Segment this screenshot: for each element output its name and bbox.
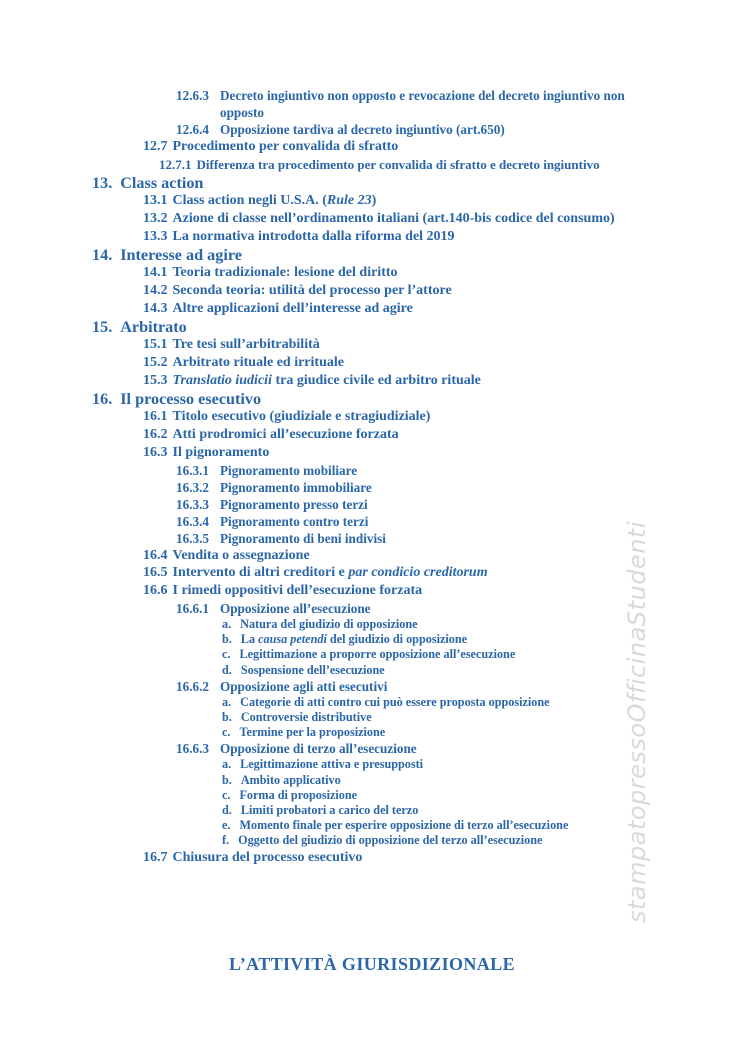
toc-entry-text-segment: Il processo esecutivo (120, 389, 262, 408)
toc-entry-text (173, 228, 663, 246)
toc-entry-number: a. (222, 694, 232, 709)
toc-entry-text (239, 647, 662, 662)
toc-entry-number: 16.6.1 (176, 600, 209, 616)
toc-entry-number: 12.6.4 (176, 122, 209, 137)
toc-entry (0, 725, 662, 740)
toc-entry-text-segment: Il pignoramento (172, 444, 270, 460)
toc-entry-text (197, 156, 663, 174)
toc-entry (0, 87, 662, 121)
toc-entry-text (239, 788, 662, 803)
toc-entry-text-segment: Limiti probatori a carico del terzo (240, 802, 419, 817)
toc-entry-text-segment: Oggetto del giudizio di opposizione del terzo all’esecuzione (238, 833, 543, 848)
toc-entry (0, 773, 662, 788)
toc-entry-text-segment: Intervento di altri creditori e (172, 565, 349, 581)
toc-entry-number: 16.6.2 (176, 678, 209, 694)
toc-entry-text-segment: Controversie distributive (240, 709, 372, 724)
toc-entry-text (173, 408, 663, 426)
toc-entry-text (220, 479, 662, 496)
toc-entry (0, 496, 662, 513)
toc-entry-text-segment: Arbitrato (120, 317, 187, 336)
toc-entry-number: a. (222, 616, 232, 631)
toc-entry-text (220, 87, 662, 121)
toc-entry-text (173, 564, 663, 582)
toc-entry-number: c. (222, 647, 231, 662)
toc-entry-number: 13.3 (143, 228, 168, 244)
toc-entry (0, 408, 662, 426)
toc-entry-text-segment: Tre tesi sull’arbitrabilità (172, 337, 320, 353)
toc-entry-text-segment: del giudizio di opposizione (326, 632, 468, 647)
toc-entry-number: 13.1 (143, 193, 168, 209)
toc-entry (0, 663, 662, 678)
toc-entry-number: 16.3.4 (176, 513, 209, 529)
toc-entry (0, 462, 662, 479)
toc-entry-number: 14.2 (143, 282, 168, 298)
toc-entry (0, 372, 662, 390)
toc-entry-text (173, 264, 663, 282)
toc-entry-number: 16.3.3 (176, 496, 209, 512)
toc-entry-text-segment: tra giudice civile ed arbitro rituale (271, 372, 481, 388)
toc-entry (0, 246, 662, 265)
toc-entry (0, 264, 662, 282)
toc-entry-number: 12.7.1 (159, 156, 192, 172)
toc-entry (0, 600, 662, 617)
toc-entry (0, 228, 662, 246)
toc-entry (0, 479, 662, 496)
toc-entry-text-segment: Atti prodromici all’esecuzione forzata (172, 426, 399, 442)
toc-entry-number: 14.1 (143, 265, 168, 281)
toc-entry-text (173, 849, 663, 867)
toc-entry (0, 156, 662, 174)
toc-entry-number: 12.6.3 (176, 88, 209, 103)
toc-entry (0, 695, 662, 710)
toc-entry-text (241, 803, 662, 818)
toc-entry-text (173, 354, 663, 372)
toc-entry-text-segment: Pignoramento contro terzi (219, 513, 369, 529)
toc-entry-text-segment: Legittimazione attiva e presupposti (240, 757, 424, 772)
toc-entry (0, 757, 662, 772)
toc-entry-text-segment: La (240, 632, 259, 647)
toc-entry-text (220, 530, 662, 547)
toc-entry-text-segment: Seconda teoria: utilità del processo per l’attore (172, 282, 452, 298)
toc-entry-text-segment: Class action negli U.S.A. ( (172, 193, 327, 209)
toc-entry (0, 210, 662, 228)
toc-entry-text-segment: Altre applicazioni dell’interesse ad agire (172, 300, 413, 316)
toc-entry (0, 174, 662, 193)
toc-entry (0, 564, 662, 582)
toc-entry-text-segment: Titolo esecutivo (giudiziale e stragiudiziale) (172, 409, 431, 425)
toc-entry-text (120, 246, 662, 265)
toc-entry-text (173, 138, 663, 156)
toc-entry-text-segment: Procedimento per convalida di sfratto (172, 139, 399, 154)
toc-entry (0, 300, 662, 318)
toc-entry-text-segment: Opposizione agli atti esecutivi (219, 678, 388, 694)
toc-entry-number: 16.3.5 (176, 530, 209, 546)
toc-entry-text-segment: Azione di classe nell’ordinamento italiani (art.140-bis codice del consumo) (172, 210, 615, 226)
toc-entry-text-segment: Differenza tra procedimento per convalida di sfratto e decreto ingiuntivo (196, 156, 600, 172)
toc-entry-text (239, 725, 662, 740)
toc-entry-text (120, 318, 662, 337)
toc-entry-number: 16.3.1 (176, 462, 209, 478)
toc-list (0, 87, 662, 866)
toc-entry-number: 15.2 (143, 354, 168, 370)
toc-entry (0, 678, 662, 695)
toc-entry-number: c. (222, 725, 231, 740)
toc-entry-number: 16.3 (143, 444, 168, 460)
toc-entry-text-segment: Momento finale per esperire opposizione di terzo all’esecuzione (239, 818, 569, 833)
toc-entry-text-segment: Pignoramento immobiliare (219, 479, 372, 495)
toc-entry-text-italic: Translatio iudicii (172, 372, 272, 388)
toc-entry-text-segment: Ambito applicativo (240, 772, 341, 787)
watermark-text: stampatopressoOfficinaStudenti (623, 521, 651, 923)
toc-entry (0, 530, 662, 547)
toc-entry-number: e. (222, 818, 231, 833)
toc-entry-text (241, 632, 662, 647)
toc-entry (0, 849, 662, 867)
toc-entry-text-segment: Opposizione tardiva al decreto ingiuntivo (art.650) (219, 122, 505, 137)
toc-entry-text-segment: Chiusura del processo esecutivo (172, 849, 363, 865)
toc-entry-text (173, 444, 663, 462)
toc-entry-number: 13. (92, 173, 113, 192)
toc-entry (0, 121, 662, 138)
toc-entry-text (173, 372, 663, 390)
toc-entry-text-segment: Sospensione dell’esecuzione (240, 662, 385, 677)
toc-entry-text (173, 547, 663, 565)
toc-entry-number: 16.6 (143, 583, 168, 599)
toc-entry-number: 16. (92, 389, 113, 408)
toc-entry (0, 390, 662, 409)
toc-entry-text (220, 678, 662, 695)
toc-entry-number: 16.7 (143, 849, 168, 865)
toc-entry (0, 788, 662, 803)
toc-entry-text (220, 513, 662, 530)
toc-entry-number: b. (222, 709, 232, 724)
toc-entry-text-italic: Rule 23 (326, 193, 372, 209)
toc-entry-text (220, 496, 662, 513)
toc-entry (0, 138, 662, 156)
toc-entry-text (120, 174, 662, 193)
toc-entry-text (173, 282, 663, 300)
toc-entry (0, 318, 662, 337)
toc-entry-text (241, 663, 662, 678)
toc-entry-text-segment: La normativa introdotta dalla riforma del 2019 (172, 228, 455, 244)
toc-entry (0, 513, 662, 530)
toc-entry-number: 12.7 (143, 139, 168, 154)
toc-entry-number: 16.3.2 (176, 479, 209, 495)
toc-entry-text (220, 462, 662, 479)
toc-entry-text-segment: Opposizione all’esecuzione (219, 600, 371, 616)
toc-entry-text-segment: Pignoramento presso terzi (219, 496, 368, 512)
toc-entry (0, 617, 662, 632)
toc-entry-number: 14.3 (143, 300, 168, 316)
toc-entry-number: 14. (92, 245, 113, 264)
toc-entry-number: 15. (92, 317, 113, 336)
toc-entry-text-italic: par condicio creditorum (348, 565, 488, 581)
toc-entry-text-segment: Termine per la proposizione (239, 725, 386, 740)
toc-entry-text-segment: Natura del giudizio di opposizione (240, 616, 418, 631)
toc-entry-text-segment: Pignoramento di beni indivisi (219, 530, 386, 546)
toc-entry-text-segment: Decreto ingiuntivo non opposto e revocazione del decreto ingiuntivo non opposto (219, 88, 625, 120)
toc-entry (0, 740, 662, 757)
toc-entry-number: 16.1 (143, 409, 168, 425)
toc-entry-text (173, 426, 663, 444)
toc-entry (0, 582, 662, 600)
toc-entry (0, 282, 662, 300)
toc-entry-text (173, 210, 663, 228)
toc-entry-text-segment: Class action (120, 173, 204, 192)
toc-entry-text (220, 740, 662, 757)
toc-entry-text (173, 192, 663, 210)
toc-entry-text-segment: Legittimazione a proporre opposizione all’esecuzione (239, 647, 516, 662)
toc-entry-text-segment: I rimedi oppositivi dell’esecuzione forzata (172, 583, 423, 599)
toc-entry-number: b. (222, 772, 232, 787)
toc-entry-number: 13.2 (143, 210, 168, 226)
toc-entry (0, 647, 662, 662)
toc-entry-text (173, 300, 663, 318)
toc-entry (0, 426, 662, 444)
toc-entry-text-segment: Vendita o assegnazione (172, 547, 310, 563)
toc-entry-text-segment: Pignoramento mobiliare (219, 462, 358, 478)
toc-entry (0, 710, 662, 725)
toc-entry-text (240, 617, 662, 632)
toc-entry-number: 16.4 (143, 547, 168, 563)
toc-entry (0, 547, 662, 565)
toc-entry-text (220, 121, 662, 138)
toc-entry-number: 16.5 (143, 565, 168, 581)
toc-entry-text (240, 695, 662, 710)
toc-entry-number: b. (222, 632, 232, 647)
toc-entry-number: f. (222, 833, 230, 848)
toc-entry-number: 15.1 (143, 337, 168, 353)
toc-entry-text (173, 582, 663, 600)
toc-entry-text (238, 833, 662, 848)
toc-entry-number: 16.2 (143, 426, 168, 442)
toc-entry-text-segment: Teoria tradizionale: lesione del diritto (172, 265, 398, 281)
toc-entry-number: 16.6.3 (176, 741, 209, 757)
toc-entry-number: d. (222, 662, 232, 677)
toc-entry-number: a. (222, 757, 232, 772)
toc-entry-text-segment: Categorie di atti contro cui può essere proposta opposizione (240, 694, 550, 709)
toc-entry (0, 833, 662, 848)
toc-entry-number: d. (222, 802, 232, 817)
toc-entry-text-segment: ) (371, 193, 377, 209)
toc-entry (0, 818, 662, 833)
toc-entry-text (239, 818, 662, 833)
toc-entry-text-segment: Forma di proposizione (239, 787, 358, 802)
toc-entry-text-segment: Opposizione di terzo all’esecuzione (219, 741, 417, 757)
toc-entry-text (241, 710, 662, 725)
toc-entry-number: 15.3 (143, 372, 168, 388)
toc-entry-text (173, 336, 663, 354)
document-title: L’ATTIVITÀ GIURISDIZIONALE (229, 954, 515, 974)
toc-entry (0, 803, 662, 818)
toc-entry (0, 336, 662, 354)
toc-entry-number: c. (222, 787, 231, 802)
toc-entry-text (220, 600, 662, 617)
toc-entry (0, 632, 662, 647)
toc-entry-text (241, 773, 662, 788)
toc-entry-text-segment: Interesse ad agire (120, 245, 242, 264)
toc-entry-text-segment: Arbitrato rituale ed irrituale (172, 354, 344, 370)
toc-entry-text-italic: causa petendi (258, 632, 327, 647)
toc-entry (0, 192, 662, 210)
toc-entry-text (240, 757, 662, 772)
toc-entry-text (120, 390, 662, 409)
toc-entry (0, 444, 662, 462)
toc-entry (0, 354, 662, 372)
